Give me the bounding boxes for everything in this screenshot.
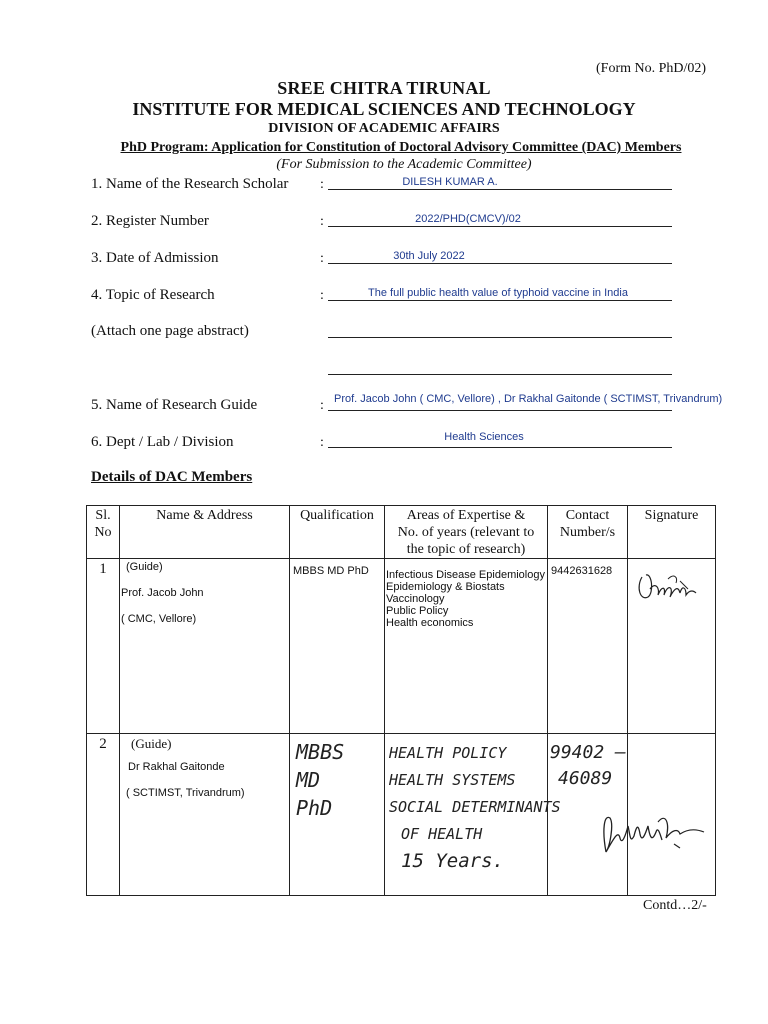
- row1-address: ( CMC, Vellore): [121, 613, 197, 625]
- row2-contact-line: 99402 –: [550, 742, 626, 763]
- research-topic-line: [328, 300, 672, 301]
- row2-area-item: 15 Years.: [401, 850, 504, 872]
- colon: :: [320, 177, 324, 192]
- colon: :: [320, 288, 324, 303]
- register-number-label: 2. Register Number: [91, 213, 209, 229]
- row2-role: (Guide): [131, 736, 172, 751]
- areas-header-line2: No. of years (relevant to: [397, 525, 535, 540]
- row1-area-item: Public Policy: [386, 605, 449, 617]
- row1-contact-text: 9442631628: [551, 565, 613, 577]
- row1-role: (Guide): [126, 561, 163, 573]
- form-number: (Form No. PhD/02): [596, 61, 707, 76]
- row2-areas: [385, 734, 561, 896]
- row2-signature-image: [596, 734, 716, 884]
- colon: :: [320, 251, 324, 266]
- research-guide-label: 5. Name of Research Guide: [91, 397, 258, 413]
- row1-qualification: [290, 559, 385, 734]
- research-topic-value[interactable]: The full public health value of typhoid vaccine in India: [368, 287, 628, 299]
- row1-areas: [385, 559, 548, 734]
- contact-header-line1: Contact: [565, 508, 610, 523]
- row2-area-item: SOCIAL DETERMINANTS: [389, 798, 561, 816]
- research-guide-value[interactable]: Prof. Jacob John ( CMC, Vellore) , Dr Rakhal Gaitonde ( SCTIMST, Trivandrum): [334, 393, 723, 405]
- row1-area-item: Health economics: [386, 617, 474, 629]
- row2-contact-line: 46089: [558, 768, 613, 789]
- contact-header: [548, 506, 628, 559]
- table-header-row: [87, 506, 716, 559]
- sl-no-header: [87, 506, 120, 559]
- institute-name-line2: INSTITUTE FOR MEDICAL SCIENCES AND TECHNOLOGY: [132, 99, 636, 119]
- department-line: [328, 447, 672, 448]
- row2-area-item: OF HEALTH: [401, 825, 483, 843]
- row2-qualification-line: PhD: [296, 796, 333, 820]
- areas-header: [385, 506, 548, 559]
- row1-area-item: Infectious Disease Epidemiology: [386, 569, 545, 581]
- admission-date-label: 3. Date of Admission: [91, 250, 219, 266]
- row1-area-item: Vaccinology: [386, 593, 445, 605]
- colon: :: [320, 435, 324, 450]
- signature-header: Signature: [628, 506, 716, 559]
- qualification-header: Qualification: [290, 506, 385, 559]
- areas-header-line1: Areas of Expertise &: [406, 508, 526, 523]
- row1-name-address: [120, 559, 290, 734]
- research-topic-label: 4. Topic of Research: [91, 287, 215, 303]
- admission-date-line: [328, 263, 672, 264]
- row1-signature: [628, 559, 716, 734]
- row2-address: ( SCTIMST, Trivandrum): [126, 787, 245, 799]
- row1-name: Prof. Jacob John: [121, 587, 204, 599]
- department-value[interactable]: Health Sciences: [444, 431, 524, 443]
- sl-header-line2: No: [94, 525, 112, 540]
- row1-contact: [548, 559, 628, 734]
- row2-qualification: [290, 734, 385, 896]
- institute-name-line1: SREE CHITRA TIRUNAL: [277, 78, 491, 98]
- register-number-line: [328, 226, 672, 227]
- scholar-name-label: 1. Name of the Research Scholar: [91, 176, 289, 192]
- row1-qualification-text: MBBS MD PhD: [293, 565, 369, 577]
- division-title: DIVISION OF ACADEMIC AFFAIRS: [268, 121, 500, 136]
- name-address-header: Name & Address: [120, 506, 290, 559]
- scholar-name-value[interactable]: DILESH KUMAR A.: [402, 176, 498, 188]
- row2-sl: 2: [87, 734, 120, 896]
- table-row: [87, 559, 716, 734]
- row2-name: Dr Rakhal Gaitonde: [128, 761, 225, 773]
- abstract-line-1: [328, 337, 672, 338]
- row2-area-item: HEALTH SYSTEMS: [389, 771, 516, 789]
- table-row: [87, 734, 716, 896]
- row1-sl: 1: [87, 559, 120, 734]
- sl-header-line1: Sl.: [95, 508, 111, 523]
- row1-signature-image: [628, 559, 716, 619]
- row2-signature: [628, 734, 716, 896]
- row2-area-item: HEALTH POLICY: [389, 744, 507, 762]
- contact-header-line2: Number/s: [559, 525, 616, 540]
- dac-members-title: Details of DAC Members: [91, 469, 253, 485]
- areas-header-line3: the topic of research): [406, 542, 526, 557]
- register-number-value[interactable]: 2022/PHD(CMCV)/02: [415, 213, 521, 225]
- row2-qualification-line: MD: [296, 768, 321, 792]
- row1-area-item: Epidemiology & Biostats: [386, 581, 505, 593]
- colon: :: [320, 214, 324, 229]
- row2-qualification-line: MBBS: [296, 740, 345, 764]
- colon: :: [320, 398, 324, 413]
- dac-members-table: [86, 505, 716, 896]
- form-title: PhD Program: Application for Constitution of Doctoral Advisory Committee (DAC) Members: [120, 140, 682, 155]
- admission-date-value[interactable]: 30th July 2022: [393, 250, 465, 262]
- abstract-label: (Attach one page abstract): [91, 323, 249, 339]
- form-subtitle: (For Submission to the Academic Committee): [276, 157, 532, 172]
- continued-note: Contd…2/-: [643, 898, 707, 913]
- scholar-name-line: [328, 189, 672, 190]
- abstract-line-2: [328, 374, 672, 375]
- row2-name-address: [120, 734, 290, 896]
- research-guide-line: [328, 410, 672, 411]
- department-label: 6. Dept / Lab / Division: [91, 434, 234, 450]
